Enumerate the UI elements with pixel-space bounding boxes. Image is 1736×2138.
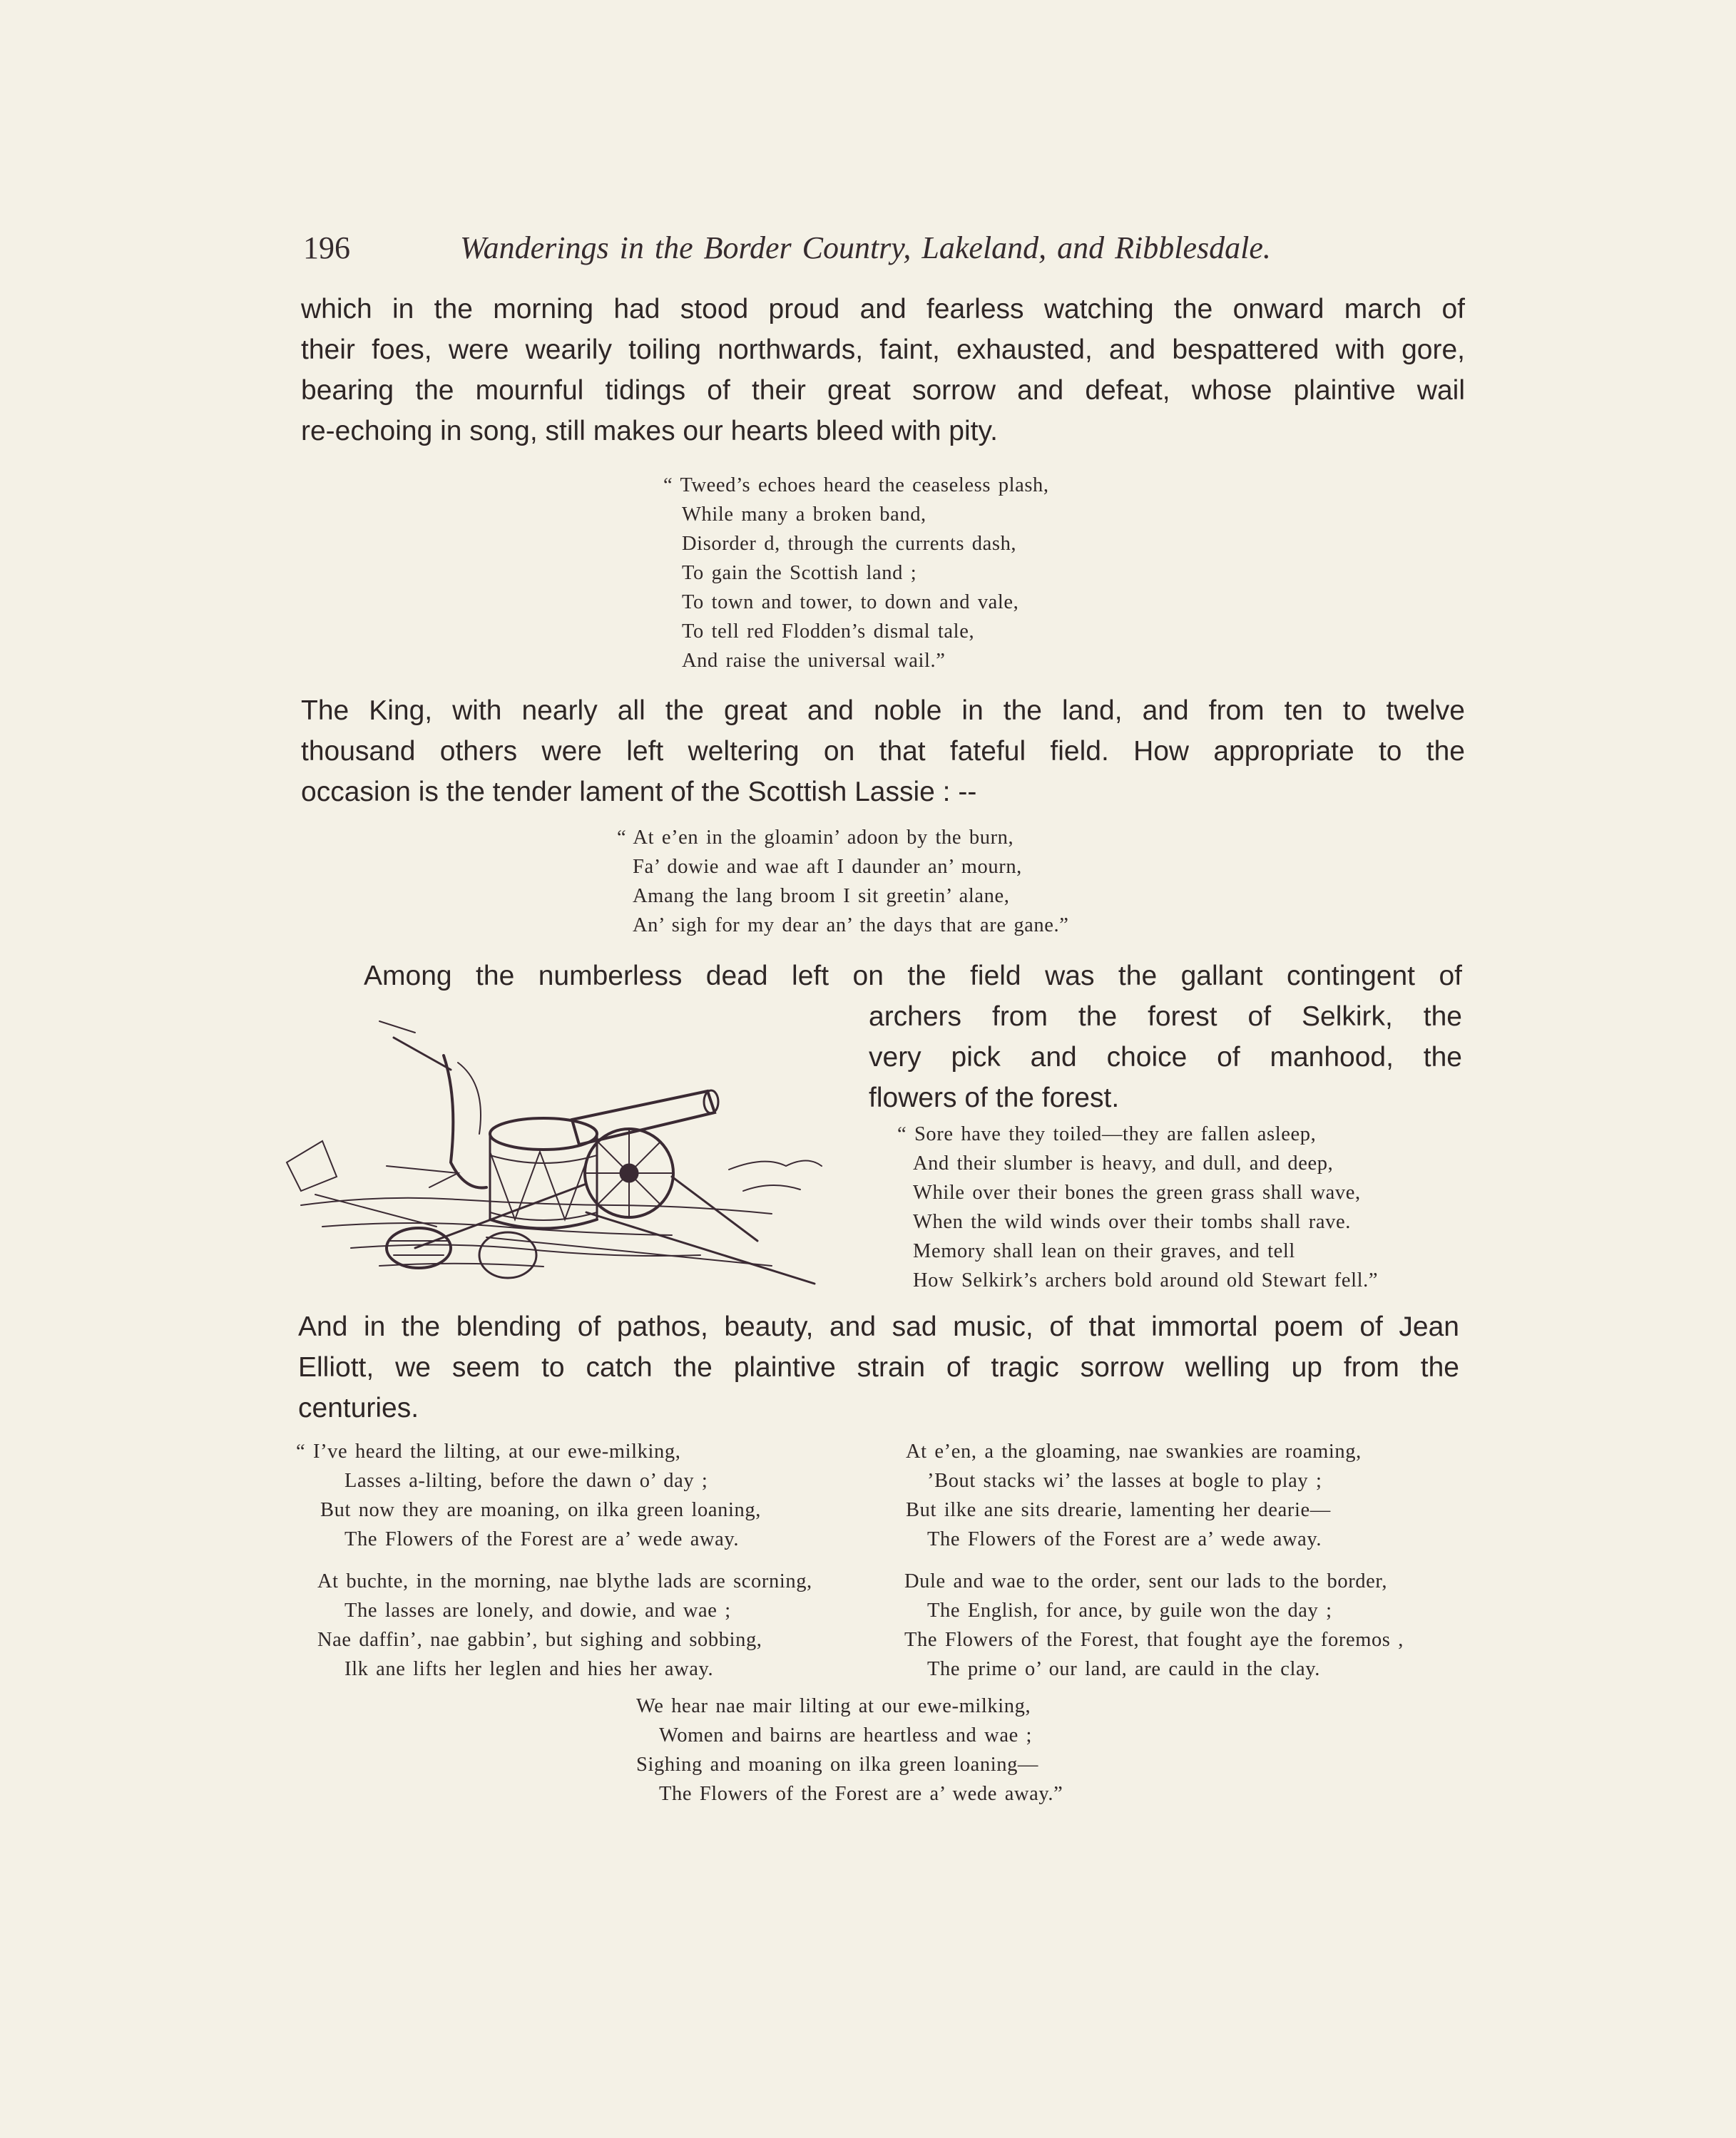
paragraph-line: And in the blending of pathos, beauty, and sad music, of that immortal poem of Jean <box>298 1311 1459 1342</box>
paragraph-line: occasion is the tender lament of the Scottish Lassie : -- <box>301 777 977 807</box>
paragraph-line: flowers of the forest. <box>869 1083 1120 1113</box>
verse-line: Women and bairns are heartless and wae ; <box>659 1724 1033 1746</box>
verse-scottish-lassie <box>617 823 1069 940</box>
verse-line: Nae daffin’, nae gabbin’, but sighing and sobbing, <box>317 1629 762 1651</box>
verse-line: The Flowers of the Forest are a’ wede away. <box>927 1528 1322 1550</box>
verse-line: While many a broken band, <box>682 503 926 526</box>
paragraph-line: Among the numberless dead left on the field was the gallant contingent of <box>364 961 1462 991</box>
paragraph-line: The King, with nearly all the great and noble in the land, and from ten to twelve <box>301 695 1465 726</box>
verse-line: “ Tweed’s echoes heard the ceaseless plash, <box>663 474 1049 496</box>
verse-line: Dule and wae to the order, sent our lads to the border, <box>904 1570 1388 1592</box>
paragraph-3-rest <box>869 996 1462 1118</box>
verse-line: At e’en, a the gloaming, nae swankies are roaming, <box>906 1441 1362 1463</box>
running-head <box>303 227 1330 270</box>
verse-line: The English, for ance, by guile won the day ; <box>927 1600 1332 1622</box>
paragraph-line: very pick and choice of manhood, the <box>869 1042 1462 1073</box>
paragraph-line: which in the morning had stood proud and fearless watching the onward march of <box>301 294 1465 324</box>
battlefield-trophy-illustration <box>272 1013 829 1291</box>
paragraph-line: centuries. <box>298 1393 419 1423</box>
verse-line: Disorder d, through the currents dash, <box>682 533 1017 555</box>
paragraph-4 <box>298 1306 1459 1428</box>
verse-line: But now they are moaning, on ilka green loaning, <box>320 1499 761 1521</box>
verse-line: While over their bones the green grass shall wave, <box>913 1182 1361 1204</box>
verse-line: Fa’ dowie and wae aft I daunder an’ mourn, <box>633 856 1022 878</box>
verse-line: To town and tower, to down and vale, <box>682 591 1019 613</box>
paragraph-line: Elliott, we seem to catch the plaintive strain of tragic sorrow welling up from the <box>298 1352 1459 1383</box>
verse-line: At buchte, in the morning, nae blythe lads are scorning, <box>317 1570 812 1592</box>
verse-selkirk-archers <box>897 1120 1378 1295</box>
verse-line: “ At e’en in the gloamin’ adoon by the burn, <box>617 827 1014 849</box>
verse-line: The Flowers of the Forest are a’ wede away.” <box>659 1783 1063 1805</box>
paragraph-3-first-line <box>364 956 1462 996</box>
poem-stanza-2 <box>906 1437 1362 1554</box>
verse-line: The Flowers of the Forest, that fought aye the foremos , <box>904 1629 1404 1651</box>
paragraph-2 <box>301 690 1465 812</box>
poem-stanza-4 <box>904 1567 1404 1684</box>
poem-stanza-3 <box>317 1567 812 1684</box>
verse-line: ’Bout stacks wi’ the lasses at bogle to play ; <box>927 1470 1322 1492</box>
paragraph-1 <box>301 289 1465 451</box>
running-title: Wanderings in the Border Country, Lakeland, and Ribblesdale. <box>460 230 1271 265</box>
verse-line: Memory shall lean on their graves, and tell <box>913 1240 1295 1262</box>
verse-line: We hear nae mair lilting at our ewe-milking, <box>636 1695 1031 1717</box>
page-number: 196 <box>303 230 350 265</box>
paragraph-line: archers from the forest of Selkirk, the <box>869 1001 1462 1032</box>
verse-line: And their slumber is heavy, and dull, and deep, <box>913 1152 1334 1175</box>
verse-line: An’ sigh for my dear an’ the days that are gane.” <box>633 914 1069 936</box>
verse-line: But ilke ane sits drearie, lamenting her dearie— <box>906 1499 1331 1521</box>
verse-line: The lasses are lonely, and dowie, and wae ; <box>344 1600 731 1622</box>
verse-line: “ Sore have they toiled—they are fallen asleep, <box>897 1123 1317 1145</box>
poem-stanza-5 <box>636 1692 1063 1809</box>
verse-tweeds-echoes <box>663 471 1049 675</box>
verse-line: Ilk ane lifts her leglen and hies her away. <box>344 1658 714 1680</box>
verse-line: To gain the Scottish land ; <box>682 562 917 584</box>
verse-line: How Selkirk’s archers bold around old Stewart fell.” <box>913 1269 1379 1292</box>
verse-line: “ I’ve heard the lilting, at our ewe-milking, <box>296 1441 681 1463</box>
verse-line: The prime o’ our land, are cauld in the clay. <box>927 1658 1320 1680</box>
paragraph-line: thousand others were left weltering on that fateful field. How appropriate to the <box>301 736 1465 767</box>
poem-stanza-1 <box>296 1437 761 1554</box>
verse-line: To tell red Flodden’s dismal tale, <box>682 620 975 643</box>
verse-line: And raise the universal wail.” <box>682 650 946 672</box>
verse-line: Amang the lang broom I sit greetin’ alane, <box>633 885 1010 907</box>
verse-line: The Flowers of the Forest are a’ wede away. <box>344 1528 740 1550</box>
verse-line: Sighing and moaning on ilka green loaning— <box>636 1754 1039 1776</box>
verse-line: Lasses a-lilting, before the dawn o’ day ; <box>344 1470 708 1492</box>
paragraph-line: bearing the mournful tidings of their great sorrow and defeat, whose plaintive wail <box>301 375 1465 406</box>
paragraph-line: re-echoing in song, still makes our hearts bleed with pity. <box>301 416 998 446</box>
paragraph-line: their foes, were wearily toiling northwards, faint, exhausted, and bespattered with gore, <box>301 334 1465 365</box>
verse-line: When the wild winds over their tombs shall rave. <box>913 1211 1351 1233</box>
